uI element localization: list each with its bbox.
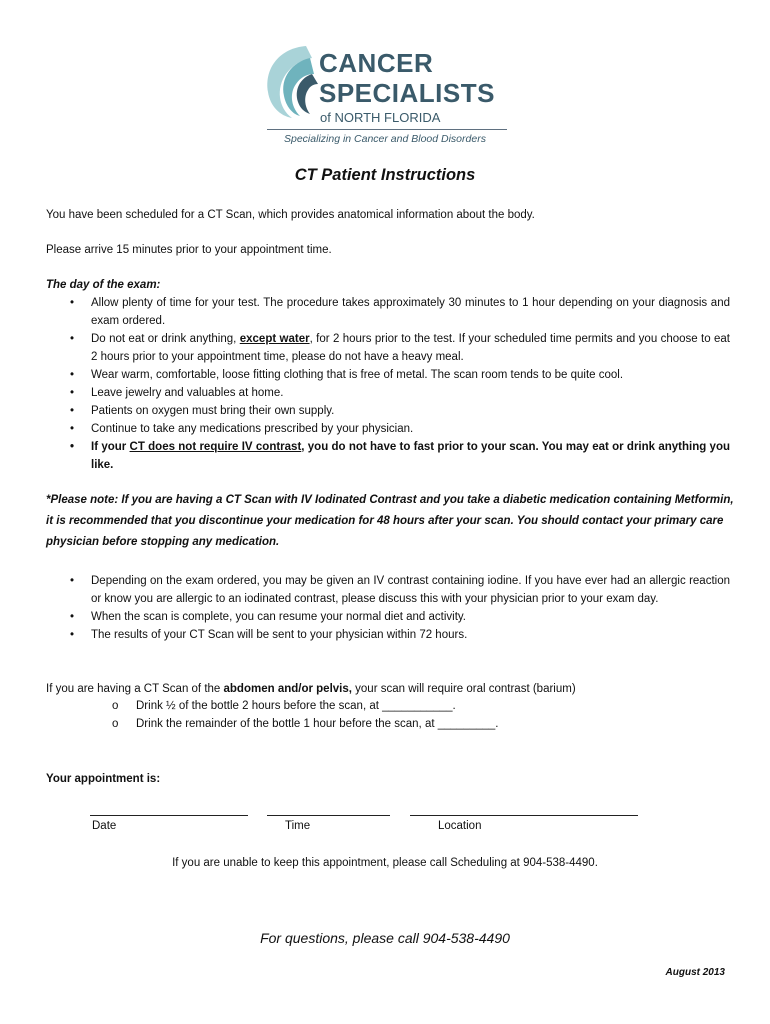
list-item bbox=[70, 420, 730, 438]
list-item bbox=[70, 384, 730, 402]
list-item bbox=[70, 366, 730, 384]
circle-bullet-icon: o bbox=[112, 700, 119, 712]
list-item-text: , for 2 hours prior to the test. If your scheduled time permits and you choose to eat 2 hours prior to your appointment time, please do not have a heavy meal. bbox=[91, 333, 730, 363]
unable-notice: If you are unable to keep this appointment, please call Scheduling at 904-538-4490. bbox=[172, 857, 598, 869]
intro-arrive: Please arrive 15 minutes prior to your appointment time. bbox=[46, 244, 332, 256]
list-item-text: The results of your CT Scan will be sent to your physician within 72 hours. bbox=[91, 629, 468, 641]
date-label: Date bbox=[92, 820, 117, 832]
location-label: Location bbox=[438, 820, 482, 832]
list-item bbox=[70, 330, 730, 366]
list-item bbox=[70, 608, 730, 626]
logo-text-cancer: CANCER bbox=[319, 48, 434, 78]
footer-date: August 2013 bbox=[665, 967, 725, 978]
questions-line: For questions, please call 904-538-4490 bbox=[260, 930, 510, 946]
time-blank-line bbox=[267, 815, 390, 816]
logo-tagline: Specializing in Cancer and Blood Disorders bbox=[284, 133, 486, 145]
sub-list-text: Drink the remainder of the bottle 1 hour before the scan, at _________. bbox=[136, 718, 499, 730]
list-item-text: Allow plenty of time for your test. The procedure takes approximately 30 minutes to 1 hour depending on your diagnosis and exam ordered. bbox=[91, 297, 730, 327]
appointment-label: Your appointment is: bbox=[46, 773, 161, 785]
list-item-text: , you do not have to fast prior to your scan. You may eat or drink anything you like. bbox=[91, 441, 730, 471]
bullet-icon: • bbox=[70, 297, 75, 309]
location-blank-line bbox=[410, 815, 638, 816]
intro-scheduled: You have been scheduled for a CT Scan, which provides anatomical information about the body. bbox=[46, 209, 535, 221]
oral-text: your scan will require oral contrast (barium) bbox=[351, 683, 576, 695]
list-item-text: When the scan is complete, you can resume your normal diet and activity. bbox=[91, 611, 466, 623]
circle-bullet-icon: o bbox=[112, 718, 119, 730]
appointment-fields bbox=[90, 803, 650, 839]
list-item bbox=[70, 438, 730, 474]
sub-list-item bbox=[112, 715, 499, 733]
bullet-icon: • bbox=[70, 575, 75, 587]
logo bbox=[262, 44, 512, 154]
contrast-list bbox=[70, 572, 730, 644]
bullet-icon: • bbox=[70, 333, 75, 345]
oral-text: If you are having a CT Scan of the bbox=[46, 683, 224, 695]
list-item-text: Wear warm, comfortable, loose fitting clothing that is free of metal. The scan room tends to be quite cool. bbox=[91, 369, 624, 381]
list-item-text: Patients on oxygen must bring their own supply. bbox=[91, 405, 335, 417]
oral-contrast-line bbox=[46, 680, 736, 698]
list-item-text: Depending on the exam ordered, you may be given an IV contrast containing iodine. If you have ever had an allergic reaction or know you are allergic to an iodinated contrast, please discuss this with your physician prior to your exam day. bbox=[91, 575, 730, 605]
date-blank-line bbox=[90, 815, 248, 816]
wave-logo-icon bbox=[262, 44, 318, 118]
bullet-icon: • bbox=[70, 405, 75, 417]
bullet-icon: • bbox=[70, 423, 75, 435]
logo-text-north-florida: of NORTH FLORIDA bbox=[320, 110, 441, 125]
day-of-exam-heading: The day of the exam: bbox=[46, 279, 161, 291]
logo-text-specialists: SPECIALISTS bbox=[319, 78, 495, 108]
list-item bbox=[70, 572, 730, 608]
logo-divider bbox=[267, 129, 507, 130]
bullet-icon: • bbox=[70, 441, 75, 453]
list-item-text: Continue to take any medications prescribed by your physician. bbox=[91, 423, 414, 435]
list-item-text: Do not eat or drink anything, bbox=[91, 333, 240, 345]
bullet-icon: • bbox=[70, 387, 75, 399]
time-label: Time bbox=[285, 820, 311, 832]
list-item-emphasis: CT does not require IV contrast bbox=[129, 441, 302, 453]
list-item-text: If your bbox=[91, 441, 130, 453]
list-item bbox=[70, 294, 730, 330]
bullet-icon: • bbox=[70, 369, 75, 381]
list-item-emphasis: except water bbox=[239, 333, 310, 345]
bullet-icon: • bbox=[70, 611, 75, 623]
page-title: CT Patient Instructions bbox=[294, 166, 476, 184]
list-item bbox=[70, 402, 730, 420]
list-item bbox=[70, 626, 730, 644]
metformin-note: *Please note: If you are having a CT Scan with IV Iodinated Contrast and you take a diabetic medication containing Metformin, it is recommended that you discontinue your medication for 48 hours after your scan. You should contact your primary care physician before stopping any medication. bbox=[46, 494, 734, 548]
bullet-icon: • bbox=[70, 629, 75, 641]
oral-emphasis: abdomen and/or pelvis, bbox=[223, 683, 352, 695]
list-item-text: Leave jewelry and valuables at home. bbox=[91, 387, 284, 399]
day-of-exam-list bbox=[70, 294, 730, 474]
sub-list-text: Drink ½ of the bottle 2 hours before the scan, at ___________. bbox=[136, 700, 456, 712]
sub-list-item bbox=[112, 697, 456, 715]
